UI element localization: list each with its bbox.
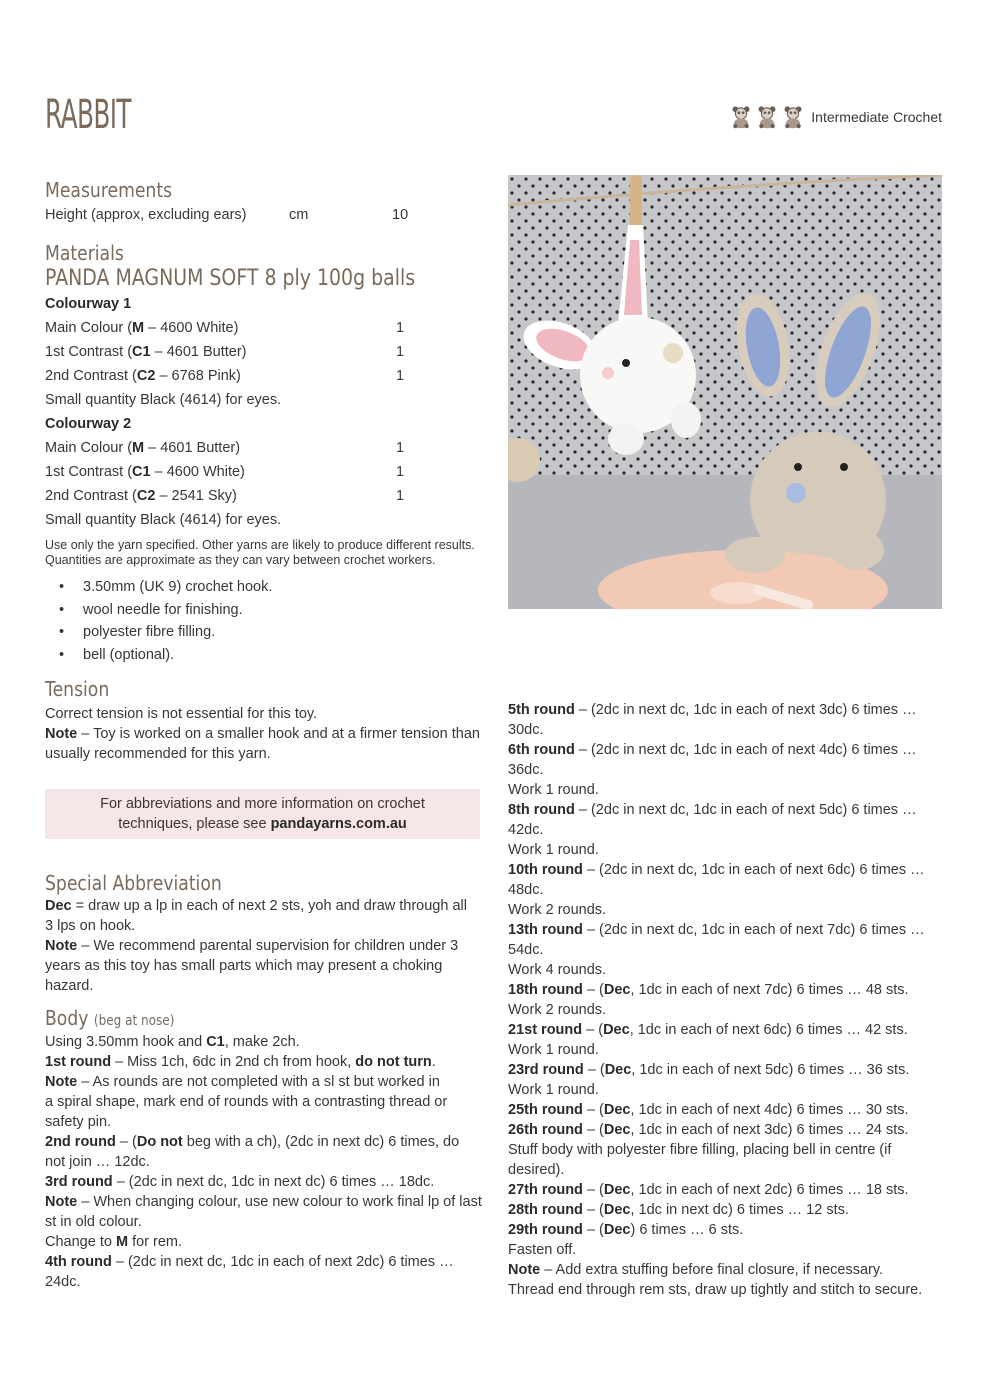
colourway-list: [45, 294, 465, 534]
tension-heading: Tension: [45, 677, 110, 701]
instruction-line: 10th round – (2dc in next dc, 1dc in each of next 6dc) 6 times …: [508, 862, 925, 878]
list-item: • wool needle for finishing.: [45, 599, 465, 622]
instruction-line: 3rd round – (2dc in next dc, 1dc in next dc) 6 times … 18dc.: [45, 1174, 435, 1190]
instruction-line: Note – As rounds are not completed with a sl st but worked in: [45, 1074, 440, 1090]
body-instructions-right: [508, 700, 948, 1300]
difficulty-indicator: [729, 100, 942, 134]
panda-icon: [755, 100, 779, 134]
yarn-row: 1st Contrast (C1 – 4600 White) 1: [45, 464, 405, 480]
measurement-label: Height (approx, excluding ears): [45, 207, 247, 223]
instruction-line: Change to M for rem.: [45, 1234, 183, 1250]
instruction-line: st in old colour.: [45, 1214, 142, 1230]
instruction-line: a spiral shape, mark end of rounds with a contrasting thread or: [45, 1094, 448, 1110]
tension-text: Correct tension is not essential for this toy. Note – Toy is worked on a smaller hook and at a firmer tension than usually recommended for this yarn.: [45, 706, 480, 762]
instruction-line: Work 1 round.: [508, 1042, 599, 1058]
difficulty-label: Intermediate Crochet: [811, 109, 942, 125]
instruction-line: Note – When changing colour, use new colour to work final lp of last: [45, 1194, 482, 1210]
rabbit-toys-image: [508, 175, 942, 609]
yarn-disclaimer: Use only the yarn specified. Other yarns are likely to produce different results. Quantities are approximate as they can vary between crochet workers.: [45, 538, 475, 567]
eyes-note: Small quantity Black (4614) for eyes.: [45, 512, 282, 528]
page-title: RABBIT: [45, 92, 131, 138]
instruction-line: 23rd round – (Dec, 1dc in each of next 5dc) 6 times … 36 sts.: [508, 1062, 910, 1078]
abbreviations-callout: For abbreviations and more information on crochet techniques, please see pandayarns.com.au: [45, 789, 480, 839]
instruction-line: 8th round – (2dc in next dc, 1dc in each of next 5dc) 6 times …: [508, 802, 917, 818]
instruction-line: 26th round – (Dec, 1dc in each of next 3dc) 6 times … 24 sts.: [508, 1122, 909, 1138]
panda-rating-icons: [729, 100, 805, 134]
instruction-line: 1st round – Miss 1ch, 6dc in 2nd ch from hook, do not turn.: [45, 1054, 436, 1070]
instruction-line: Work 2 rounds.: [508, 902, 607, 918]
instruction-line: Work 2 rounds.: [508, 1002, 607, 1018]
yarn-row: Main Colour (M – 4600 White) 1: [45, 320, 405, 336]
instruction-line: 42dc.: [508, 822, 544, 838]
instruction-line: 25th round – (Dec, 1dc in each of next 4dc) 6 times … 30 sts.: [508, 1102, 909, 1118]
instruction-line: 36dc.: [508, 762, 544, 778]
instruction-line: Note – Add extra stuffing before final closure, if necessary.: [508, 1262, 884, 1278]
instruction-line: Work 1 round.: [508, 1082, 599, 1098]
body-heading: Body (beg at nose): [45, 1006, 175, 1030]
measurement-value: 10: [392, 207, 409, 223]
tools-list: [45, 576, 465, 666]
colourway-title: Colourway 2: [45, 416, 132, 432]
measurements-row: [45, 205, 465, 225]
instruction-line: 28th round – (Dec, 1dc in next dc) 6 times … 12 sts.: [508, 1202, 849, 1218]
instruction-line: 29th round – (Dec) 6 times … 6 sts.: [508, 1222, 744, 1238]
instruction-line: Using 3.50mm hook and C1, make 2ch.: [45, 1034, 300, 1050]
yarn-row: Main Colour (M – 4601 Butter) 1: [45, 440, 405, 456]
instruction-line: not join … 12dc.: [45, 1154, 150, 1170]
instruction-line: 2nd round – (Do not beg with a ch), (2dc in next dc) 6 times, do: [45, 1134, 460, 1150]
instruction-line: Work 1 round.: [508, 782, 599, 798]
eyes-note: Small quantity Black (4614) for eyes.: [45, 392, 282, 408]
panda-icon: [729, 100, 753, 134]
special-abbreviation-text: Dec = draw up a lp in each of next 2 sts, yoh and draw through all 3 lps on hook. Note – We recommend parental supervision for children under 3 years as this toy has small parts which may present a choking hazard.: [45, 898, 467, 994]
list-item: • polyester fibre filling.: [45, 621, 465, 644]
instruction-line: 4th round – (2dc in next dc, 1dc in each of next 2dc) 6 times …: [45, 1254, 454, 1270]
yarn-name: PANDA MAGNUM SOFT 8 ply 100g balls: [45, 266, 416, 291]
yarn-row: 2nd Contrast (C2 – 6768 Pink) 1: [45, 368, 405, 384]
instruction-line: 18th round – (Dec, 1dc in each of next 7dc) 6 times … 48 sts.: [508, 982, 909, 998]
instruction-line: desired).: [508, 1162, 565, 1178]
list-item: • 3.50mm (UK 9) crochet hook.: [45, 576, 465, 599]
instruction-line: 24dc.: [45, 1274, 81, 1290]
instruction-line: 13th round – (2dc in next dc, 1dc in each of next 7dc) 6 times …: [508, 922, 925, 938]
instruction-line: 48dc.: [508, 882, 544, 898]
instruction-line: 5th round – (2dc in next dc, 1dc in each of next 3dc) 6 times …: [508, 702, 917, 718]
instruction-line: Work 1 round.: [508, 842, 599, 858]
website-link[interactable]: pandayarns.com.au: [270, 816, 407, 832]
instruction-line: safety pin.: [45, 1114, 112, 1130]
rabbit-photo: [508, 175, 942, 609]
body-instructions-left: [45, 1032, 485, 1292]
instruction-line: Fasten off.: [508, 1242, 577, 1258]
instruction-line: Work 4 rounds.: [508, 962, 607, 978]
materials-heading: Materials: [45, 241, 124, 265]
instruction-line: Stuff body with polyester fibre filling, placing bell in centre (if: [508, 1142, 892, 1158]
instruction-line: Thread end through rem sts, draw up tightly and stitch to secure.: [508, 1282, 923, 1298]
measurement-unit: cm: [289, 207, 309, 223]
instruction-line: 27th round – (Dec, 1dc in each of next 2dc) 6 times … 18 sts.: [508, 1182, 909, 1198]
instruction-line: 21st round – (Dec, 1dc in each of next 6dc) 6 times … 42 sts.: [508, 1022, 908, 1038]
panda-icon: [781, 100, 805, 134]
yarn-row: 1st Contrast (C1 – 4601 Butter) 1: [45, 344, 405, 360]
measurements-heading: Measurements: [45, 178, 173, 202]
list-item: • bell (optional).: [45, 644, 465, 667]
instruction-line: 30dc.: [508, 722, 544, 738]
instruction-line: 54dc.: [508, 942, 544, 958]
instruction-line: 6th round – (2dc in next dc, 1dc in each of next 4dc) 6 times …: [508, 742, 917, 758]
colourway-title: Colourway 1: [45, 296, 132, 312]
special-abbreviation-heading: Special Abbreviation: [45, 871, 222, 895]
yarn-row: 2nd Contrast (C2 – 2541 Sky) 1: [45, 488, 405, 504]
